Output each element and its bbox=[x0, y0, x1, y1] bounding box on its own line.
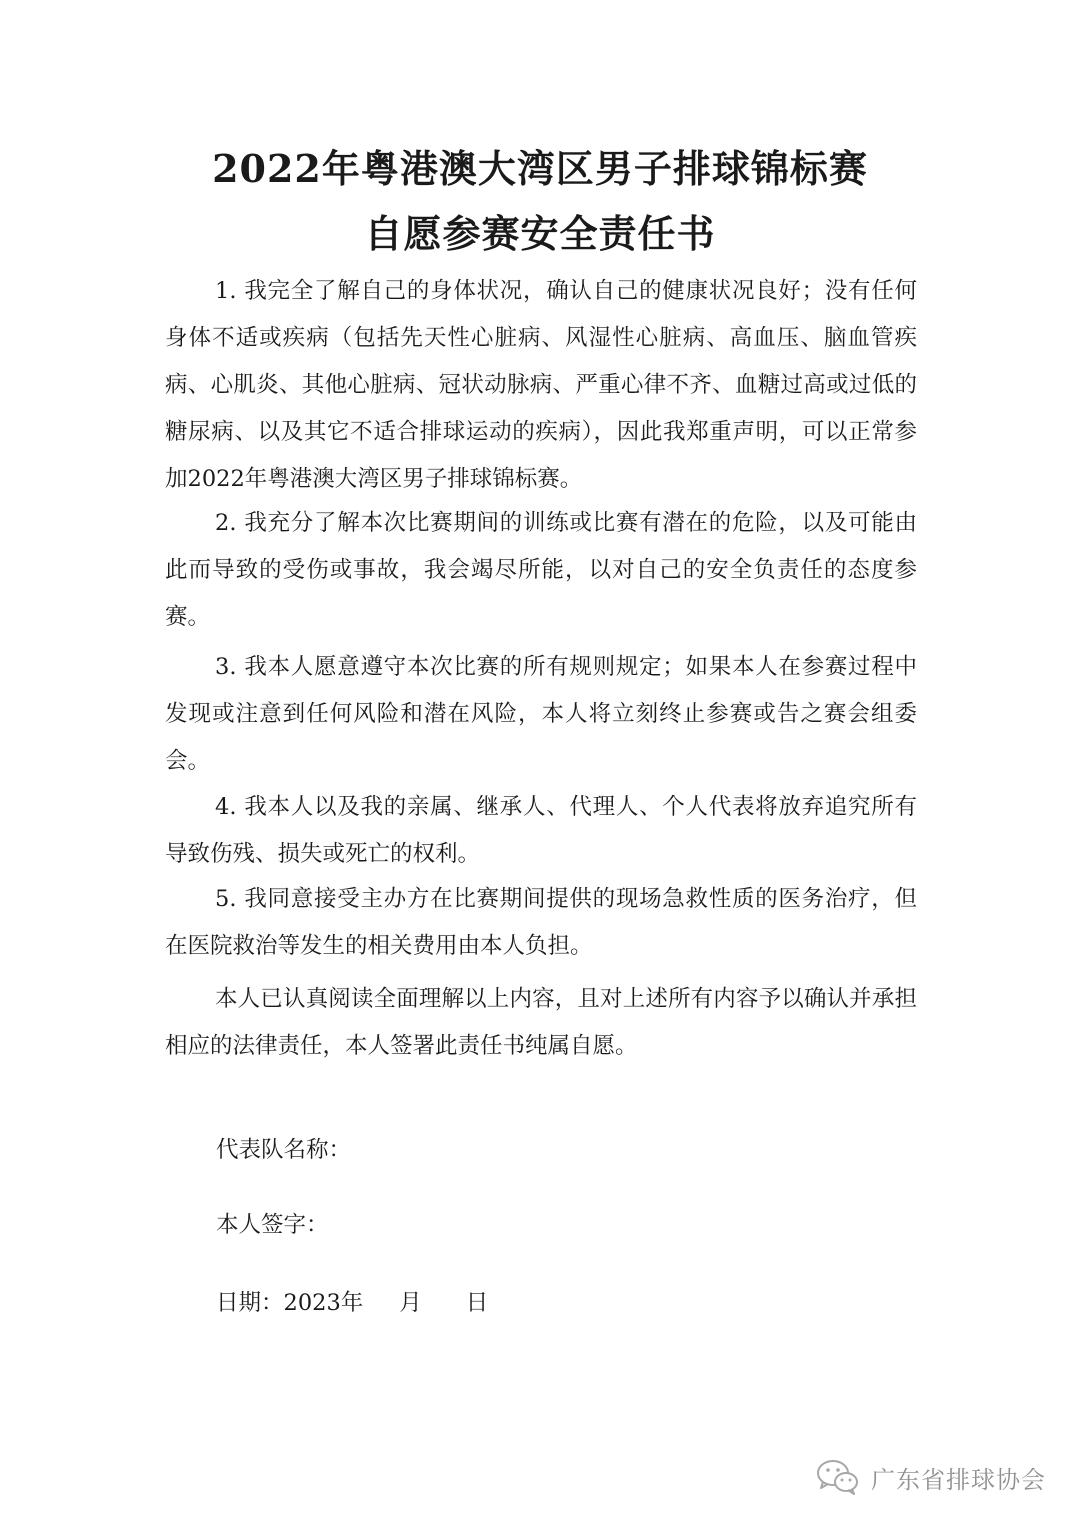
paragraph-waiver: 4. 我本人以及我的亲属、继承人、代理人、个人代表将放弃追究所有导致伤残、损失或死亡的权利。 bbox=[165, 794, 917, 867]
signature-field bbox=[216, 1205, 329, 1245]
date-month-label: 月 bbox=[399, 1290, 422, 1316]
signature-label: 本人签字： bbox=[216, 1212, 329, 1238]
team-name-label: 代表队名称： bbox=[216, 1137, 352, 1163]
date-label: 日期：2023年 bbox=[216, 1290, 364, 1316]
wechat-icon bbox=[815, 1457, 861, 1497]
paragraph-confirmation: 本人已认真阅读全面理解以上内容，且对上述所有内容予以确认并承担相应的法律责任，本人签署此责任书纯属自愿。 bbox=[165, 986, 917, 1059]
team-name-field bbox=[216, 1130, 351, 1170]
watermark-text: 广东省排球协会 bbox=[871, 1465, 1046, 1494]
date-day-label: 日 bbox=[465, 1290, 489, 1316]
paragraph-medical-treatment: 5. 我同意接受主办方在比赛期间提供的现场急救性质的医务治疗，但在医院救治等发生的相关费用由本人负担。 bbox=[165, 886, 917, 959]
paragraph-rules-compliance: 3. 我本人愿意遵守本次比赛的所有规则规定；如果本人在参赛过程中发现或注意到任何风险和潜在风险，本人将立刻终止参赛或告之赛会组委会。 bbox=[165, 654, 917, 774]
paragraph-health-declaration: 1. 我完全了解自己的身体状况，确认自己的健康状况良好；没有任何身体不适或疾病（包括先天性心脏病、风湿性心脏病、高血压、脑血管疾病、心肌炎、其他心脏病、冠状动脉病、严重心律不齐、血糖过高或过低的糖尿病、以及其它不适合排球运动的疾病），因此我郑重声明，可以正常参加2022年粤港澳大湾区男子排球锦标赛。 bbox=[165, 278, 917, 492]
document-title-line1: 2022年粤港澳大湾区男子排球锦标赛 bbox=[212, 146, 868, 191]
paragraph-risk-awareness: 2. 我充分了解本次比赛期间的训练或比赛有潜在的危险，以及可能由此而导致的受伤或事故，我会竭尽所能，以对自己的安全负责任的态度参赛。 bbox=[165, 510, 917, 630]
date-field bbox=[216, 1283, 488, 1323]
watermark bbox=[815, 1457, 1046, 1497]
document-title-line2: 自愿参赛安全责任书 bbox=[364, 211, 716, 256]
